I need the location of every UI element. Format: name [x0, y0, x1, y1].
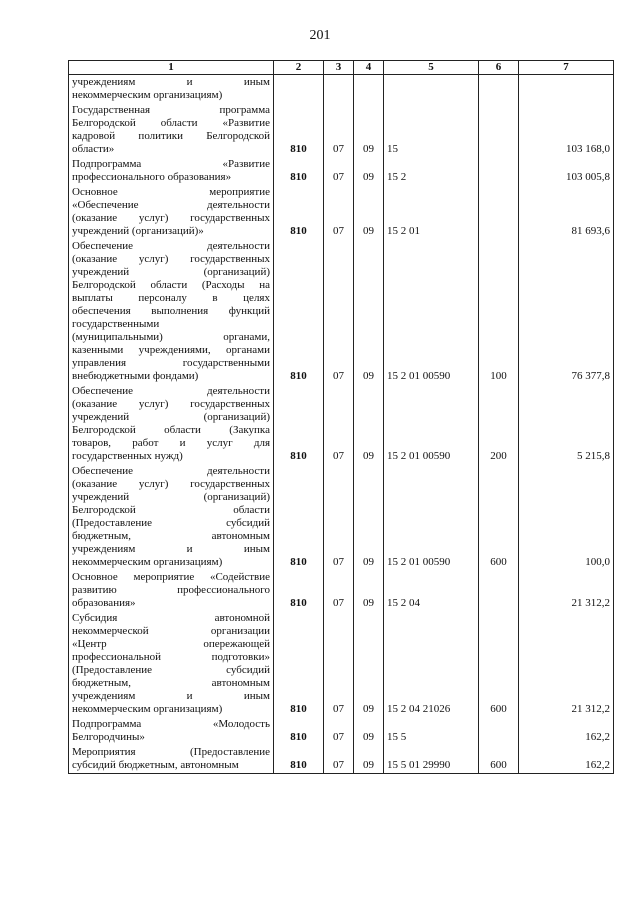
amount-value: 81 693,6: [519, 185, 614, 239]
subsection-code: 09: [354, 745, 384, 774]
column-header: 7: [519, 61, 614, 75]
column-header: 5: [384, 61, 479, 75]
expense-type-code: 600: [479, 464, 519, 570]
admin-code: 810: [274, 239, 324, 384]
expense-type-code: 200: [479, 384, 519, 464]
description-line: Основное мероприятие «Содействие: [72, 571, 270, 583]
subsection-code: 09: [354, 384, 384, 464]
expense-type-code: [479, 717, 519, 745]
section-code: 07: [324, 611, 354, 717]
amount-value: 76 377,8: [519, 239, 614, 384]
amount-value: 162,2: [519, 745, 614, 774]
section-code: 07: [324, 745, 354, 774]
table-row: [69, 745, 614, 774]
page-number: 201: [309, 28, 331, 43]
description-line: государственных нужд): [72, 450, 183, 462]
admin-code: 810: [274, 611, 324, 717]
admin-code: 810: [274, 717, 324, 745]
admin-code: 810: [274, 570, 324, 611]
row-description: [69, 75, 274, 104]
description-line: управления государственными: [72, 357, 270, 369]
subsection-code: 09: [354, 611, 384, 717]
description-line: казенными учреждениями, органами: [72, 344, 270, 356]
expense-type-code: [479, 75, 519, 104]
description-line: Обеспечение деятельности: [72, 385, 270, 397]
description-line: некоммерческим организациям): [72, 89, 223, 101]
column-number-row: [69, 61, 614, 75]
subsection-code: 09: [354, 103, 384, 157]
admin-code: [274, 75, 324, 104]
description-line: (оказание услуг) государственных: [72, 478, 270, 490]
description-line: Подпрограмма «Молодость: [72, 718, 270, 730]
subsection-code: 09: [354, 157, 384, 185]
target-article-code: 15 2: [384, 157, 479, 185]
admin-code: 810: [274, 464, 324, 570]
description-line: выплаты персоналу в целях: [72, 292, 270, 304]
description-line: «Центр опережающей: [72, 638, 270, 650]
description-line: учреждений (организаций): [72, 411, 270, 423]
row-description: [69, 103, 274, 157]
table-row: [69, 103, 614, 157]
expense-type-code: 600: [479, 611, 519, 717]
description-line: развитию профессионального: [72, 584, 270, 596]
expense-type-code: [479, 185, 519, 239]
subsection-code: 09: [354, 185, 384, 239]
amount-value: 5 215,8: [519, 384, 614, 464]
description-line: Белгородчины»: [72, 731, 145, 743]
section-code: 07: [324, 185, 354, 239]
section-code: 07: [324, 717, 354, 745]
row-description: [69, 157, 274, 185]
expense-type-code: [479, 570, 519, 611]
description-line: Обеспечение деятельности: [72, 465, 270, 477]
amount-value: 100,0: [519, 464, 614, 570]
amount-value: 103 005,8: [519, 157, 614, 185]
table-row: [69, 717, 614, 745]
admin-code: 810: [274, 384, 324, 464]
description-line: учреждениям и иным: [72, 543, 270, 555]
row-description: [69, 745, 274, 774]
row-description: [69, 185, 274, 239]
table-row: [69, 185, 614, 239]
description-line: внебюджетными фондами): [72, 370, 199, 382]
row-description: [69, 717, 274, 745]
target-article-code: 15: [384, 103, 479, 157]
description-line: некоммерческим организациям): [72, 703, 223, 715]
section-code: 07: [324, 570, 354, 611]
expense-type-code: [479, 157, 519, 185]
admin-code: 810: [274, 745, 324, 774]
description-line: (оказание услуг) государственных: [72, 253, 270, 265]
table-row: [69, 239, 614, 384]
description-line: (оказание услуг) государственных: [72, 212, 270, 224]
description-line: области»: [72, 143, 115, 155]
description-line: бюджетным, автономным: [72, 530, 270, 542]
expense-type-code: 600: [479, 745, 519, 774]
column-header: 4: [354, 61, 384, 75]
description-line: Подпрограмма «Развитие: [72, 158, 270, 170]
row-description: [69, 239, 274, 384]
target-article-code: 15 2 04 21026: [384, 611, 479, 717]
description-line: Основное мероприятие: [72, 186, 270, 198]
description-line: кадровой политики Белгородской: [72, 130, 270, 142]
row-description: [69, 464, 274, 570]
column-header: 2: [274, 61, 324, 75]
expense-type-code: [479, 103, 519, 157]
section-code: 07: [324, 464, 354, 570]
description-line: профессионального образования»: [72, 171, 232, 183]
description-line: Белгородской области: [72, 504, 270, 516]
target-article-code: 15 2 01 00590: [384, 239, 479, 384]
amount-value: 162,2: [519, 717, 614, 745]
description-line: Обеспечение деятельности: [72, 240, 270, 252]
description-line: обеспечения выполнения функций: [72, 305, 270, 317]
admin-code: 810: [274, 185, 324, 239]
row-description: [69, 611, 274, 717]
description-line: Субсидия автономной: [72, 612, 270, 624]
target-article-code: 15 2 04: [384, 570, 479, 611]
target-article-code: 15 2 01: [384, 185, 479, 239]
section-code: 07: [324, 103, 354, 157]
target-article-code: 15 5: [384, 717, 479, 745]
subsection-code: [354, 75, 384, 104]
description-line: Государственная программа: [72, 104, 270, 116]
description-line: государственными: [72, 318, 160, 330]
amount-value: 21 312,2: [519, 570, 614, 611]
table-row: [69, 570, 614, 611]
column-header: 3: [324, 61, 354, 75]
description-line: учреждений (организаций)»: [72, 225, 204, 237]
target-article-code: [384, 75, 479, 104]
description-line: некоммерческим организациям): [72, 556, 223, 568]
description-line: Белгородской области «Развитие: [72, 117, 270, 129]
target-article-code: 15 2 01 00590: [384, 464, 479, 570]
table-row: [69, 75, 614, 104]
description-line: бюджетным, автономным: [72, 677, 270, 689]
subsection-code: 09: [354, 717, 384, 745]
section-code: 07: [324, 384, 354, 464]
table-row: [69, 464, 614, 570]
table-body: [69, 75, 614, 774]
description-line: учреждениям и иным: [72, 690, 270, 702]
amount-value: [519, 75, 614, 104]
description-line: товаров, работ и услуг для: [72, 437, 270, 449]
expense-type-code: 100: [479, 239, 519, 384]
description-line: учреждений (организаций): [72, 266, 270, 278]
section-code: 07: [324, 157, 354, 185]
target-article-code: 15 5 01 29990: [384, 745, 479, 774]
table-row: [69, 157, 614, 185]
target-article-code: 15 2 01 00590: [384, 384, 479, 464]
amount-value: 21 312,2: [519, 611, 614, 717]
subsection-code: 09: [354, 464, 384, 570]
table-row: [69, 384, 614, 464]
description-line: (Предоставление субсидий: [72, 664, 270, 676]
description-line: Мероприятия (Предоставление: [72, 746, 270, 758]
budget-table: [68, 60, 614, 774]
section-code: [324, 75, 354, 104]
description-line: (муниципальными) органами,: [72, 331, 270, 343]
description-line: образования»: [72, 597, 136, 609]
row-description: [69, 384, 274, 464]
description-line: учреждений (организаций): [72, 491, 270, 503]
description-line: «Обеспечение деятельности: [72, 199, 270, 211]
description-line: субсидий бюджетным, автономным: [72, 759, 239, 771]
description-line: Белгородской области (Расходы на: [72, 279, 270, 291]
column-header: 6: [479, 61, 519, 75]
subsection-code: 09: [354, 570, 384, 611]
description-line: учреждениям и иным: [72, 76, 270, 88]
description-line: (Предоставление субсидий: [72, 517, 270, 529]
table-row: [69, 611, 614, 717]
subsection-code: 09: [354, 239, 384, 384]
row-description: [69, 570, 274, 611]
admin-code: 810: [274, 157, 324, 185]
admin-code: 810: [274, 103, 324, 157]
column-header: 1: [69, 61, 274, 75]
description-line: (оказание услуг) государственных: [72, 398, 270, 410]
section-code: 07: [324, 239, 354, 384]
description-line: профессиональной подготовки»: [72, 651, 270, 663]
description-line: Белгородской области (Закупка: [72, 424, 270, 436]
amount-value: 103 168,0: [519, 103, 614, 157]
description-line: некоммерческой организации: [72, 625, 270, 637]
